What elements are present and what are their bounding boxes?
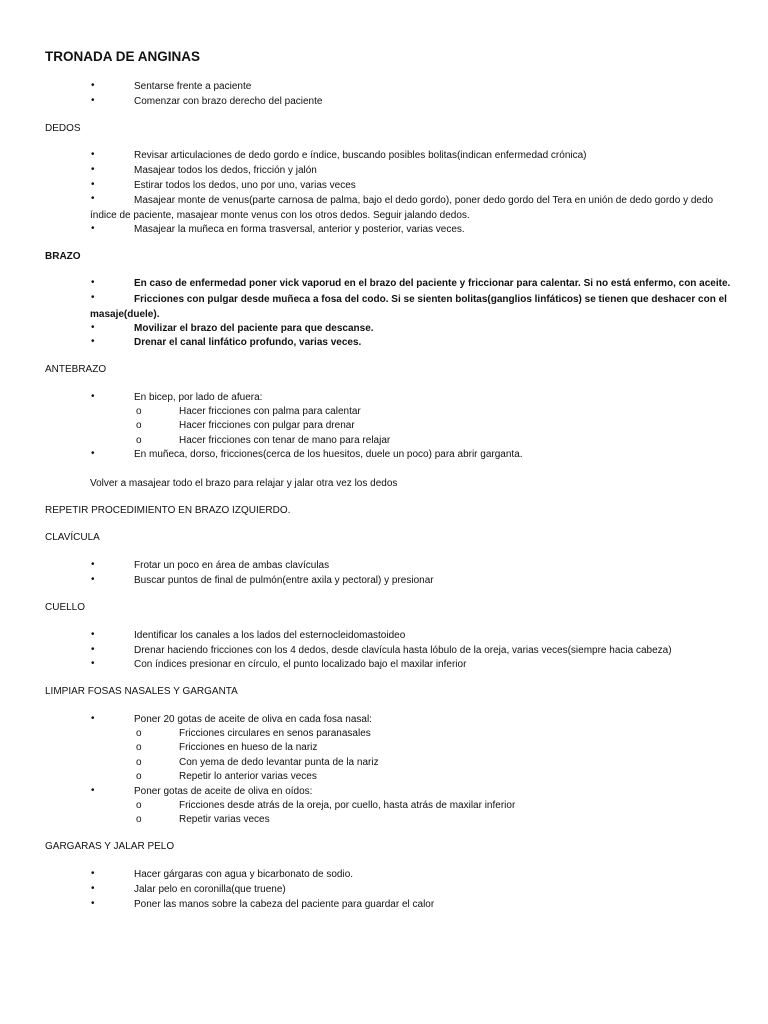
section-heading-fosas: LIMPIAR FOSAS NASALES Y GARGANTA xyxy=(45,686,238,697)
sub-bullet: o xyxy=(136,435,142,446)
list-item: Comenzar con brazo derecho del paciente xyxy=(134,96,323,107)
list-item: En bicep, por lado de afuera: xyxy=(134,392,263,403)
document-title: TRONADA DE ANGINAS xyxy=(45,49,200,64)
bullet: • xyxy=(91,292,95,303)
list-item: Drenar haciendo fricciones con los 4 dedos, desde clavícula hasta lóbulo de la oreja, varias veces(siempre hacia cabeza) xyxy=(134,645,672,656)
sub-list-item: Hacer fricciones con pulgar para drenar xyxy=(179,420,355,431)
bullet: • xyxy=(91,713,95,724)
section-heading-brazo: BRAZO xyxy=(45,251,81,262)
list-item: Hacer gárgaras con agua y bicarbonato de sodio. xyxy=(134,869,354,880)
bullet: • xyxy=(91,883,95,894)
list-item: Fricciones con pulgar desde muñeca a fosa del codo. Si se sienten bolitas(ganglios linfáticos) se tienen que deshacer con el masaje(duele). xyxy=(90,294,727,320)
list-item: Jalar pelo en coronilla(que truene) xyxy=(134,884,286,895)
sub-bullet: o xyxy=(136,420,142,431)
bullet: • xyxy=(91,785,95,796)
bullet: • xyxy=(91,559,95,570)
section-heading-antebrazo: ANTEBRAZO xyxy=(45,364,107,375)
bullet: • xyxy=(91,322,95,333)
sub-bullet: o xyxy=(136,771,142,782)
paragraph-note: Volver a masajear todo el brazo para relajar y jalar otra vez los dedos xyxy=(90,478,398,489)
section-heading-gargaras: GARGARAS Y JALAR PELO xyxy=(45,841,175,852)
sub-bullet: o xyxy=(136,757,142,768)
sub-list-item: Repetir lo anterior varias veces xyxy=(179,771,317,782)
sub-list-item: Fricciones circulares en senos paranasales xyxy=(179,728,371,739)
bullet: • xyxy=(91,336,95,347)
list-item: Identificar los canales a los lados del esternocleidomastoideo xyxy=(134,630,406,641)
sub-bullet: o xyxy=(136,800,142,811)
sub-bullet: o xyxy=(136,728,142,739)
list-item: En caso de enfermedad poner vick vaporud en el brazo del paciente y friccionar para calentar. Si no está enfermo, con aceite. xyxy=(134,278,731,289)
list-item: Poner las manos sobre la cabeza del paciente para guardar el calor xyxy=(134,899,435,910)
bullet: • xyxy=(91,898,95,909)
bullet: • xyxy=(91,644,95,655)
section-heading-clavicula: CLAVÍCULA xyxy=(45,532,100,543)
bullet: • xyxy=(91,164,95,175)
bullet: • xyxy=(91,391,95,402)
list-item: Movilizar el brazo del paciente para que descanse. xyxy=(134,323,374,334)
bullet: • xyxy=(91,95,95,106)
list-item: Masajear todos los dedos, fricción y jalón xyxy=(134,165,317,176)
bullet: • xyxy=(91,574,95,585)
sub-list-item: Hacer fricciones con palma para calentar xyxy=(179,406,361,417)
sub-list-item: Fricciones desde atrás de la oreja, por cuello, hasta atrás de maxilar inferior xyxy=(179,800,516,811)
sub-bullet: o xyxy=(136,406,142,417)
list-item: Frotar un poco en área de ambas clavículas xyxy=(134,560,330,571)
list-item: Poner 20 gotas de aceite de oliva en cada fosa nasal: xyxy=(134,714,372,725)
sub-list-item: Con yema de dedo levantar punta de la nariz xyxy=(179,757,379,768)
sub-list-item: Hacer fricciones con tenar de mano para relajar xyxy=(179,435,391,446)
list-item: En muñeca, dorso, fricciones(cerca de los huesitos, duele un poco) para abrir garganta. xyxy=(134,449,523,460)
bullet: • xyxy=(91,149,95,160)
bullet: • xyxy=(91,223,95,234)
bullet: • xyxy=(91,629,95,640)
bullet: • xyxy=(91,179,95,190)
bullet: • xyxy=(91,80,95,91)
list-item: Masajear monte de venus(parte carnosa de palma, bajo el dedo gordo), poner dedo gordo del Tera en unión de dedo gordo y dedo índice de paciente, masajear monte venus con los otros dedos. Seguir jalando dedos. xyxy=(90,195,714,221)
list-item: Estirar todos los dedos, uno por uno, varias veces xyxy=(134,180,356,191)
section-heading-cuello: CUELLO xyxy=(45,602,86,613)
section-heading-dedos: DEDOS xyxy=(45,123,81,134)
list-item: Masajear la muñeca en forma trasversal, anterior y posterior, varias veces. xyxy=(134,224,465,235)
sub-bullet: o xyxy=(136,814,142,825)
sub-bullet: o xyxy=(136,742,142,753)
section-heading-repetir: REPETIR PROCEDIMIENTO EN BRAZO IZQUIERDO. xyxy=(45,505,291,516)
list-item: Revisar articulaciones de dedo gordo e índice, buscando posibles bolitas(indican enfermedad crónica) xyxy=(134,150,587,161)
bullet: • xyxy=(91,658,95,669)
bullet: • xyxy=(91,448,95,459)
list-item: Sentarse frente a paciente xyxy=(134,81,252,92)
list-item: Buscar puntos de final de pulmón(entre axila y pectoral) y presionar xyxy=(134,575,434,586)
sub-list-item: Repetir varias veces xyxy=(179,814,270,825)
list-item: Poner gotas de aceite de oliva en oídos: xyxy=(134,786,313,797)
list-item: Con índices presionar en círculo, el punto localizado bajo el maxilar inferior xyxy=(134,659,467,670)
list-item: Drenar el canal linfático profundo, varias veces. xyxy=(134,337,362,348)
bullet: • xyxy=(91,277,95,288)
sub-list-item: Fricciones en hueso de la nariz xyxy=(179,742,318,753)
bullet: • xyxy=(91,868,95,879)
bullet: • xyxy=(91,193,95,204)
